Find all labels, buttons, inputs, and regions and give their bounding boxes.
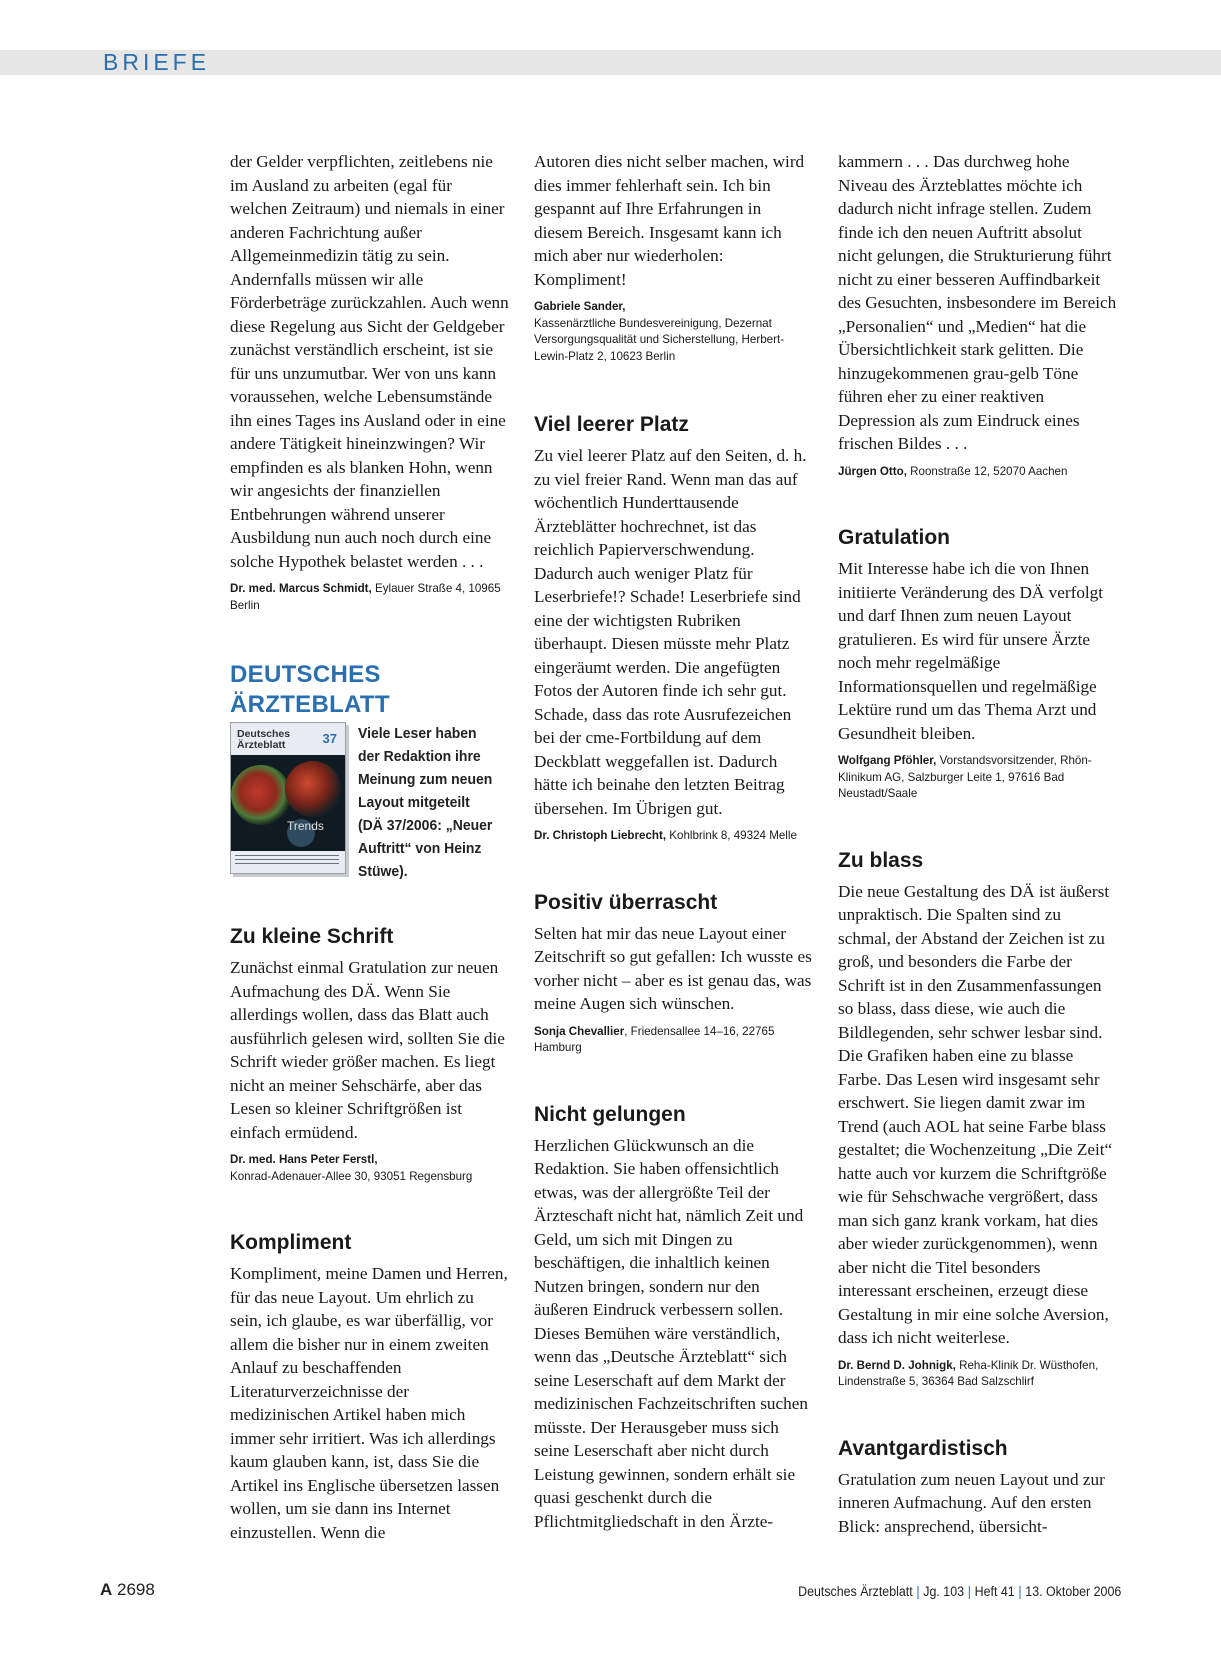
letter-heading: Zu kleine Schrift xyxy=(230,925,394,948)
letter-signature xyxy=(534,1024,814,1057)
letter-heading: Gratulation xyxy=(838,526,951,549)
column-1 xyxy=(230,150,510,1544)
section-label: BRIEFE xyxy=(103,49,211,75)
letter-text: Gratulation zum neuen Layout und zur inneren Aufmachung. Auf den ersten Blick: ansprechend, übersicht- xyxy=(838,1469,1105,1536)
column-3 xyxy=(838,150,1118,1538)
signature-name: Gabriele Sander, xyxy=(534,300,626,313)
letter-signature xyxy=(838,464,1118,481)
journal-volume: Jg. 103 xyxy=(923,1584,964,1599)
letter-signature xyxy=(838,1358,1118,1391)
signature-address: Roonstraße 12, 52070 Aachen xyxy=(906,464,1068,478)
letter-continuation-text: kammern . . . Das durchweg hohe Niveau des Ärzteblattes möchte ich dadurch nicht infrage stellen. Zudem finde ich den neuen Auftritt absolut nicht gelungen, die Strukturierung führt nicht zu einer besseren Auffindbarkeit des Gesuchten, insbesondere im Bereich „Personalien“ und „Medien“ hat die Übersichtlichkeit stark gelitten. Die hinzugekommenen grau-gelb Töne führen eher zu einer reaktiven Depression als zum Eindruck eines frischen Bildes . . . xyxy=(838,152,1117,453)
letter-signature xyxy=(534,828,814,845)
letter-text: Zu viel leerer Platz auf den Seiten, d. h. zu viel freier Rand. Wenn man das auf wöchentlich Hunderttausende Ärzteblätter hochrechnet, ist das reichlich Papierverschwendung. Dadurch auch weniger Platz für Leserbriefe!? Schade! Leserbriefe sind eine der wichtigsten Rubriken überhaupt. Diesen müsste mehr Platz eingeräumt werden. Die angefügten Fotos der Autoren finde ich sehr gut. Schade, dass das rote Ausrufezeichen bei der cme-Fortbildung auf dem Deckblatt weggefallen ist. Dadurch hätte ich beinahe den letzten Beitrag übersehen. Im Übrigen gut. xyxy=(534,446,807,818)
letter-text: Zunächst einmal Gratulation zur neuen Aufmachung des DÄ. Wenn Sie allerdings wollen, dass das Blatt auch ausführlich gelesen wird, sollten Sie die Schrift wieder größer machen. Es liegt nicht an meiner Sehschärfe, aber das Lesen so kleiner Schriftgrößen ist einfach ermüdend. xyxy=(230,958,505,1142)
signature-address: Vorstandsvorsitzender, Rhön-Klinikum AG, Salzburger Leite 1, 97616 Bad Neustadt/Saale xyxy=(838,754,1092,800)
journal-name: Deutsches Ärzteblatt xyxy=(797,1584,913,1599)
signature-name: Dr. med. Hans Peter Ferstl, xyxy=(230,1153,378,1166)
letter-signature xyxy=(838,753,1118,803)
cover-artwork xyxy=(231,755,345,851)
letter-text: Kompliment, meine Damen und Herren, für das neue Layout. Um ehrlich zu sein, ich glaube, es war überfällig, vor allem die bisher nur in einem zweiten Anlauf zu beschaffenden Literaturverzeichnisse der medizinischen Artikel haben mich immer sehr irritiert. Was ich allerdings kaum glauben kann, ist, dass Sie die Artikel ins Englische übersetzen lassen wollen, um sie dann ins Internet einzustellen. Wenn die xyxy=(230,1264,508,1542)
magazine-cover-image xyxy=(230,722,346,874)
letter-heading: Positiv überrascht xyxy=(534,890,718,914)
letter-text: Die neue Gestaltung des DÄ ist äußerst unpraktisch. Die Spalten sind zu schmal, der Abstand der Zeichen ist zu groß, und besonders die Farbe der Schrift ist in den Zusammenfassungen so blass, dass diese, wie auch die Bildlegenden, sehr schwer lesbar sind. Die Grafiken haben eine zu blasse Farbe. Das Lesen wird insgesamt sehr erschwert. Sie liegen damit zwar im Trend (auch AOL hat seine Farbe blass gestaltet; die Wochenzeitung „Die Zeit“ hatte auch vor kurzem die Schriftgröße wie für Sehschwache vergrößert, dass man sich ganz krank vorkam, hat dies aber wieder zurückgenommen), wenn aber nicht die Titel besonders interessant erscheinen, erzeugt diese Gestaltung in mir eine solche Aversion, dass ich nicht weiterlese. xyxy=(838,881,1113,1347)
letter-continuation-text: Autoren dies nicht selber machen, wird dies immer fehlerhaft sein. Ich bin gespannt auf Ihre Erfahrungen in diesem Bereich. Insgesamt kann ich mich aber nur wiederholen: Kompliment! xyxy=(534,152,805,289)
journal-info: Deutsches Ärzteblatt | Jg. 103 | Heft 41 | 13. Oktober 2006 xyxy=(797,1584,1121,1599)
letter-heading: Zu blass xyxy=(838,848,924,872)
letter-signature xyxy=(230,1152,510,1185)
signature-address: Konrad-Adenauer-Allee 30, 93051 Regensburg xyxy=(230,1169,473,1183)
cover-text-lines xyxy=(235,855,339,867)
page-number-value: 2698 xyxy=(117,1580,155,1599)
letter-continuation-text: der Gelder verpflichten, zeitlebens nie im Ausland zu arbeiten (egal für welchen Zeitraum) und niemals in einer anderen Fachrichtung außer Allgemeinmedizin tätig zu sein. Andernfalls müssen wir alle Förderbeträge zurückzahlen. Auch wenn diese Regelung aus Sicht der Geldgeber zunächst verständlich erscheint, ist sie für uns unzumutbar. Wer von uns kann voraussehen, welche Lebensumstände ihn eines Tages ins Ausland oder in eine andere Tätigkeit hineinzwingen? Wir empfinden es als blanken Hohn, wenn wir angesichts der finanziellen Entbehrungen während unserer Ausbildung nun auch noch durch eine solche Hypothek belastet werden . . . xyxy=(230,152,509,571)
signature-name: Dr. Bernd D. Johnigk, xyxy=(838,1358,956,1372)
column-2 xyxy=(534,150,814,1533)
box-title: DEUTSCHES ÄRZTEBLATT xyxy=(230,661,390,718)
page-number xyxy=(100,1580,155,1600)
letter-text: Herzlichen Glückwunsch an die Redaktion. Sie haben offensichtlich etwas, was der allergrößte Teil der Ärzteschaft nicht hat, nämlich Zeit und Geld, um sich mit Dingen zu beschäftigen, die inhaltlich keinen Nutzen bringen, sondern nur den äußeren Eindruck verbessern sollen. Dieses Bemühen wäre verständlich, wenn das „Deutsche Ärzteblatt“ sich seine Leserschaft auf dem Markt der medizinischen Fachzeitschriften suchen müsste. Der Herausgeber muss sich seine Leserschaft aber nicht durch Leistung gewinnen, sondern erhält sie quasi geschenkt durch die Pflichtmitgliedschaft in den Ärzte- xyxy=(534,1135,808,1531)
letter-heading: Viel leerer Platz xyxy=(534,413,689,436)
letter-text: Mit Interesse habe ich die von Ihnen initiierte Veränderung des DÄ verfolgt und darf Ihnen zum neuen Layout gratulieren. Es wird für unsere Ärzte noch mehr regelmäßige Informationsquellen und regelmäßige Lektüre rund um das Thema Arzt und Gesundheit bleiben. xyxy=(838,559,1104,743)
cover-trends-text: Trends xyxy=(287,819,324,833)
signature-address: Eylauer Straße 4, 10965 Berlin xyxy=(230,582,501,612)
journal-date: 13. Oktober 2006 xyxy=(1025,1584,1121,1599)
journal-issue: Heft 41 xyxy=(974,1584,1015,1599)
letter-signature xyxy=(230,581,510,614)
letter-text: Selten hat mir das neue Layout einer Zeitschrift so gut gefallen: Ich wusste es vorher nicht – aber es ist genau das, was meine Augen sich wünschen. xyxy=(534,923,812,1013)
letter-heading: Avantgardistisch xyxy=(838,1436,1008,1460)
letter-heading: Nicht gelungen xyxy=(534,1102,686,1126)
letter-heading: Kompliment xyxy=(230,1231,352,1254)
cover-masthead: Deutsches Ärzteblatt xyxy=(237,728,291,751)
signature-name: Sonja Chevallier xyxy=(534,1024,625,1038)
letter-signature xyxy=(534,299,814,365)
signature-name: Wolfgang Pföhler, xyxy=(838,754,937,767)
signature-name: Dr. med. Marcus Schmidt, xyxy=(230,582,372,595)
signature-address: Kohlbrink 8, 49324 Melle xyxy=(666,829,797,842)
signature-address: Reha-Klinik Dr. Wüsthofen, Lindenstraße 5, 36364 Bad Salzschlirf xyxy=(838,1358,1099,1388)
signature-address: , Friedensallee 14–16, 22765 Hamburg xyxy=(534,1024,775,1054)
signature-address: Kassenärztliche Bundesvereinigung, Dezernat Versorgungsqualität und Sicherstellung, Herbert-Lewin-Platz 2, 10623 Berlin xyxy=(534,316,785,363)
signature-name: Jürgen Otto, xyxy=(838,464,907,478)
box-text: Viele Leser haben der Redaktion ihre Meinung zum neuen Layout mitgeteilt (DÄ 37/2006: „Neuer Auftritt“ von Heinz Stüwe). xyxy=(358,725,493,880)
signature-name: Dr. Christoph Liebrecht, xyxy=(534,829,667,842)
reader-feedback-box xyxy=(230,660,510,883)
cover-issue-number: 37 xyxy=(322,731,337,746)
page-prefix: A xyxy=(100,1580,113,1599)
